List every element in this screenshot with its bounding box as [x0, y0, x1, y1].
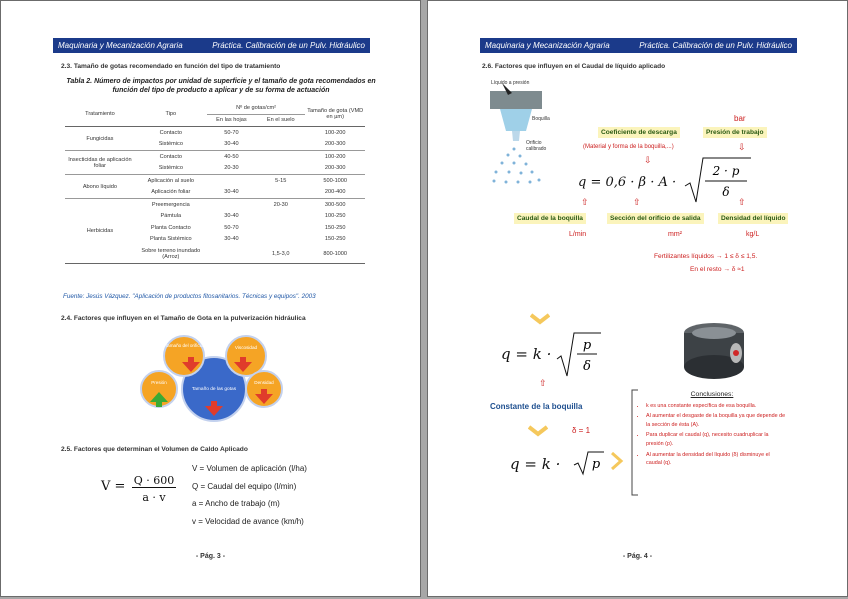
cell-suelo [256, 222, 305, 234]
conclusion-item: • Al aumentar el desgaste de la boquilla ya que depende de la sección de ésta (A). [646, 412, 786, 429]
arrow-down-icon: ⇩ [644, 155, 652, 165]
cell-tipo: Sistémico [135, 139, 207, 151]
cell-hojas: 20-30 [207, 163, 256, 175]
unit-kgl: kg/L [746, 231, 760, 238]
section-heading-2-6: 2.6. Factores que influyen en el Caudal de líquido aplicado [482, 63, 666, 70]
page-number: - Pág. 3 - [195, 553, 226, 560]
cell-tam: 200-400 [305, 187, 365, 199]
arrow-up-icon: ⇧ [539, 378, 547, 388]
factor-label-viscosity: Viscosidad [234, 345, 258, 350]
cell-suelo [256, 187, 305, 199]
factor-label-pressure: Presión [151, 380, 167, 385]
cell-suelo [256, 163, 305, 175]
cell-tipo: Planta Contacto [150, 224, 191, 231]
cell-hojas: 30-40 [207, 187, 256, 199]
cell-tipo: Contacto [159, 153, 182, 160]
nozzle-orifice-red [733, 350, 739, 356]
var-q: Q = Caudal del equipo (l/min) [192, 481, 297, 491]
cell-suelo [256, 139, 305, 151]
cell-tipo: Aplicación foliar [135, 187, 207, 199]
final-formula-radical [572, 450, 606, 476]
conclusion-item: • k es una constante específica de esa boquilla. [646, 402, 786, 411]
page-number: - Pág. 4 - [622, 553, 653, 560]
conclusions-title: Conclusiones: [690, 391, 734, 398]
conclusions-box [638, 391, 786, 470]
volume-formula-denominator: a · v [142, 491, 166, 504]
cell-tipo: Aplicación al suelo [147, 177, 194, 184]
cell-tipo: Sistémico [135, 163, 207, 175]
flow-formula-denominator: δ [722, 185, 730, 199]
arrow-up-icon: ⇧ [633, 197, 641, 207]
flow-formula-lhs: q = 0,6 · β · A · [578, 175, 677, 190]
cell-tam: 100-250 [324, 213, 346, 220]
nozzle-body [490, 91, 542, 109]
header-left: Maquinaria y Mecanización Agraria [485, 41, 610, 50]
cell-tam: 200-300 [305, 163, 365, 175]
cell-tipo: Pámtula [160, 213, 182, 220]
nozzle-chamber [500, 109, 532, 131]
droplet-table [65, 102, 365, 264]
cell-tam: 800-1000 [323, 251, 348, 257]
center-label: Tamaño de las gotas [191, 387, 237, 392]
cell-trat: Insecticidas de aplicación foliar [65, 151, 135, 175]
cell-trat: Herbicidas [65, 199, 135, 264]
label-coeficiente-sub: (Material y forma de la boquilla,...) [583, 144, 674, 150]
unit-lmin: L/min [569, 231, 587, 238]
cell-tam: 150-250 [324, 236, 346, 243]
section-heading-2-5: 2.5. Factores que determinan el Volumen de Caldo Aplicado [61, 446, 248, 453]
table-row [65, 199, 365, 211]
th-tamano: Tamaño de gota (VMD en µm) [305, 102, 365, 127]
cell-tipo: Preemergencia [151, 201, 190, 208]
arrow-up-icon: ⇧ [581, 197, 589, 207]
simple-formula-numerator: p [582, 338, 592, 353]
table-row [65, 127, 365, 139]
factor-label-orifice: Tamaño del orificio [164, 343, 204, 348]
table-caption: Tabla 2. Número de impactos por unidad de superficie y el tamaño de gota recomendados en función del tipo de producto a aplicar y de su forma de actuación [66, 78, 376, 94]
cell-tam: 150-250 [324, 224, 346, 231]
page-4 [427, 0, 848, 597]
simple-formula-radical [555, 331, 605, 379]
section-heading-2-3: 2.3. Tamaño de gotas recomendado en función del tipo de tratamiento [61, 63, 281, 70]
nozzle-label-boquilla: Boquilla [532, 116, 550, 122]
cell-hojas: 40-50 [224, 153, 239, 160]
arrow-up-icon: ⇧ [738, 197, 746, 207]
chevron-down-icon [530, 313, 550, 325]
header-left: Maquinaria y Mecanización Agraria [58, 41, 183, 50]
cell-suelo [256, 151, 305, 163]
cell-hojas [207, 175, 256, 187]
spray-droplets [493, 148, 541, 184]
th-hojas: En las hojas [207, 114, 256, 127]
cell-trat: Fungicidas [65, 127, 135, 151]
factor-circle-orifice [164, 336, 204, 376]
conclusion-item: • Al aumentar la densidad del líquido (δ) disminuye el caudal (q). [646, 451, 786, 468]
label-densidad-liquido: Densidad del líquido [718, 213, 788, 224]
label-caudal-boquilla: Caudal de la boquilla [514, 213, 586, 224]
delta-one-note: δ = 1 [572, 426, 591, 435]
cell-hojas [207, 245, 256, 264]
volume-formula-numerator: Q · 600 [133, 474, 175, 487]
var-a: a = Ancho de trabajo (m) [192, 499, 280, 508]
nozzle-label-orificio: Orificio calibrado [526, 140, 547, 152]
cell-hojas: 30-40 [207, 139, 256, 151]
nozzle-illustration [484, 79, 574, 189]
arrow-down-icon: ⇩ [738, 142, 746, 152]
variable-list [192, 460, 307, 530]
flow-formula-numerator: 2 · p [712, 164, 740, 178]
th-ngotas: Nº de gotas/cm² [207, 102, 306, 114]
th-suelo: En el suelo [256, 114, 305, 127]
var-v: V = Volumen de aplicación (l/ha) [192, 464, 307, 473]
cell-tam: 100-200 [324, 129, 346, 136]
fertilizer-note-1: Fertilizantes líquidos → 1 ≤ δ ≤ 1,5. [654, 253, 758, 260]
cell-tipo: Contacto [159, 129, 182, 136]
cell-hojas: 30-40 [224, 236, 239, 243]
conclusion-item: • Para duplicar el caudal (q), necesito cuadruplicar la presión (p). [646, 431, 786, 448]
nozzle-photo [676, 319, 752, 383]
nozzle-orifice [512, 131, 520, 141]
th-tipo: Tipo [135, 102, 207, 127]
section-heading-2-4: 2.4. Factores que influyen en el Tamaño de Gota en la pulverización hidráulica [61, 315, 306, 322]
cell-suelo [256, 234, 305, 246]
unit-mm2: mm² [668, 231, 682, 238]
cell-trat: Abono líquido [65, 175, 135, 199]
cell-suelo: 1,5-3,0 [272, 251, 290, 257]
header-right: Práctica. Calibración de un Pulv. Hidráulico [639, 41, 792, 50]
var-speed: v = Velocidad de avance (km/h) [192, 516, 304, 526]
th-tratamiento: Tratamiento [65, 102, 135, 127]
table-row [65, 151, 365, 163]
cell-tam: 200-300 [305, 139, 365, 151]
header-right: Práctica. Calibración de un Pulv. Hidráulico [212, 41, 365, 50]
cell-suelo [256, 211, 305, 223]
cell-hojas: 50-70 [224, 129, 239, 136]
cell-tam: 500-1000 [323, 177, 348, 184]
cell-suelo: 20-30 [273, 201, 288, 208]
cell-tam: 300-500 [324, 201, 346, 208]
cell-suelo [256, 127, 305, 139]
cell-tam: 100-200 [324, 153, 346, 160]
cell-tipo: Planta Sistémico [149, 236, 192, 243]
cell-hojas: 50-70 [224, 224, 239, 231]
unit-bar: bar [734, 114, 746, 123]
chevron-down-icon [528, 425, 548, 437]
label-seccion-orificio: Sección del orificio de salida [607, 213, 704, 224]
droplet-size-factors-diagram [139, 334, 289, 429]
page-3 [0, 0, 421, 597]
final-formula-radicand: p [591, 457, 601, 472]
cell-hojas [207, 199, 256, 211]
table-source: Fuente: Jesús Vázquez. "Aplicación de productos fitosanitarios. Técnicas y equipos". 2003 [63, 293, 316, 300]
cell-suelo: 5-15 [275, 177, 287, 184]
table-row [65, 175, 365, 187]
cell-hojas: 30-40 [224, 213, 239, 220]
chevron-right-icon [610, 451, 624, 471]
fertilizer-note-2: En el resto → δ ≈1 [690, 266, 745, 273]
volume-formula-lhs: V = [101, 479, 126, 494]
factor-label-density: Densidad [254, 380, 274, 385]
arrow-up-stem-icon [156, 400, 162, 407]
page-header [480, 38, 797, 53]
simple-formula-denominator: δ [583, 359, 591, 374]
nozzle-label-liquid: Líquido a presión [491, 80, 530, 86]
nozzle-rim [692, 327, 736, 339]
label-constante-boquilla: Constante de la boquilla [490, 402, 583, 411]
factor-circle-viscosity [226, 336, 266, 376]
label-presion-trabajo: Presión de trabajo [703, 127, 767, 138]
label-coeficiente-descarga: Coeficiente de descarga [598, 127, 680, 138]
final-formula-lhs: q = k · [510, 455, 561, 473]
cell-tipo: Sobre terreno inundado (Arroz) [141, 248, 201, 260]
page-header [53, 38, 370, 53]
simple-formula-lhs: q = k · [501, 345, 552, 363]
